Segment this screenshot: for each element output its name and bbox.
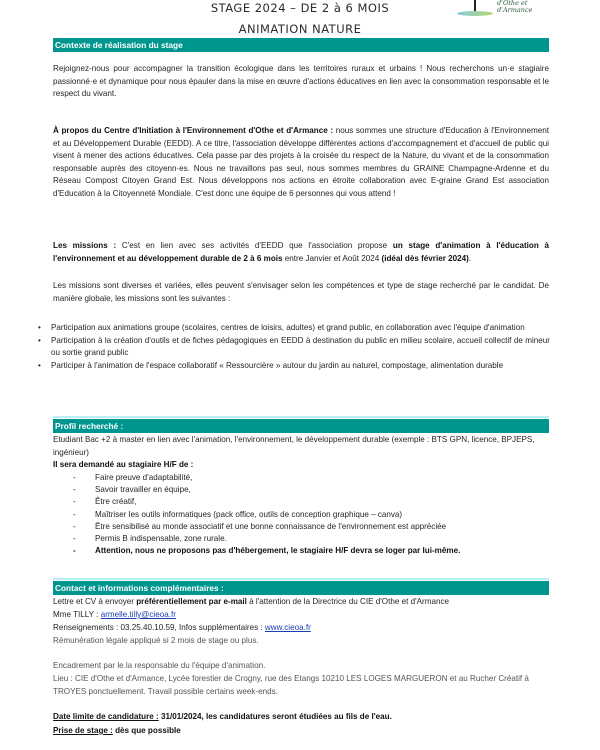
intro-paragraph: Rejoignez-nous pour accompagner la transition écologique dans les territoires ruraux et urbains ! Nous recherchons un·e stagiaire passionné·e et dynamique pour nous épauler dans la mise en œuvre d'actions éducatives en lien avec la consommation responsable et le respect du vivant.	[53, 64, 549, 99]
missions-list	[38, 322, 550, 373]
missions-intro: Les missions sont diverses et variées, elles peuvent s'envisager selon les compétences et type de stage recherché par le candidat. De manière globale, les missions sont les suivantes :	[53, 281, 549, 303]
dash-icon: -	[73, 509, 76, 519]
missions-label: Les missions :	[53, 241, 117, 250]
dash-icon: -	[73, 534, 76, 544]
contact-name-line: Mme TILLY : armelle.tilly@cieoa.fr	[53, 610, 176, 619]
requirements-label: Il sera demandé au stagiaire H/F de :	[53, 460, 194, 469]
list-item: - Savoir travailler en équipe,	[73, 484, 553, 496]
section-heading-profile: Profil recherché :	[53, 419, 549, 433]
list-item: - Maîtriser les outils informatiques (pack office, outils de conception graphique – canva)	[73, 509, 553, 521]
section-divider	[53, 416, 549, 418]
dash-icon: -	[73, 521, 76, 531]
dash-icon: -	[73, 497, 76, 507]
list-item: - Faire preuve d'adaptabilité,	[73, 472, 553, 484]
page-subtitle: ANIMATION NATURE	[238, 22, 362, 36]
logo-text: d'Othe et d'Armance	[497, 0, 533, 14]
bullet-icon: •	[38, 323, 41, 332]
deadline-label: Date limite de candidature :	[53, 712, 159, 721]
website-link[interactable]: www.cieoa.fr	[264, 623, 311, 632]
email-link[interactable]: armelle.tilly@cieoa.fr	[100, 610, 176, 619]
location-text: Lieu : CIE d'Othe et d'Armance, Lycée forestier de Crogny, rue des Etangs 10210 LES LOGES MARGUERON et au Rucher Créatif à TROYES ponctuellement. Travail possible certains week-ends.	[53, 674, 529, 696]
organization-logo	[455, 0, 555, 22]
dash-icon: -	[73, 473, 76, 482]
list-item: - Être créatif,	[73, 496, 553, 508]
bullet-icon: •	[38, 360, 41, 370]
section-heading-contact: Contact et informations complémentaires :	[53, 581, 549, 595]
section-divider	[53, 578, 549, 580]
section-heading-context: Contexte de réalisation du stage	[53, 38, 549, 52]
profile-student: Etudiant Bac +2 à master en lien avec l'animation, l'environnement, le développement durable (exemple : BTS GPN, licence, BPJEPS, ingénieur)	[53, 435, 535, 457]
supervision-text: Encadrement par le.la responsable du l'équipe d'animation.	[53, 661, 266, 670]
remuneration-text: Rémunération légale appliqué si 2 mois de stage ou plus.	[53, 636, 259, 645]
start-line	[53, 725, 549, 738]
dash-icon: -	[73, 546, 76, 556]
logo-ground-shape	[457, 11, 493, 16]
list-item: • Participation aux animations groupe (scolaires, centres de loisirs, adultes) et grand public, en collaboration avec l'équipe d'animation	[38, 322, 550, 334]
start-label: Prise de stage :	[53, 726, 113, 735]
list-item: - Permis B indispensable, zone rurale.	[73, 533, 553, 545]
start-text: dès que possible	[112, 726, 181, 735]
bullet-icon: •	[38, 335, 41, 345]
requirements-list	[73, 472, 553, 557]
page-title: STAGE 2024 – DE 2 à 6 MOIS	[210, 1, 390, 15]
deadline-line	[53, 711, 549, 724]
info-line: Renseignements : 03.25.40.10.59, Infos supplémentaires : www.cieoa.fr	[53, 623, 311, 632]
deadline-text: 31/01/2024, les candidatures seront étudiées au fils de l'eau.	[158, 712, 392, 721]
about-text: nous sommes une structure d'Education à l'Environnement et au Développement Durable (EEDD). A ce titre, l'association développe différentes actions d'accompagnement et d'accueil de public qui visent à mener des actions éducatives. Cela passe par des projets à la croisée du respect de la Nature, du vivant et de la consommation responsable auprès des citoyenn·es. Nous ne travaillons pas seul, nous sommes membres du GRAINE Champagne-Ardenne et du Réseau Compost Citoyen Grand Est. Nous développons nos actions en étroite collaboration avec E-graine Grand Est association d'Education à la Citoyenneté Mondiale. C'est donc une équipe de 6 personnes qui vous attend !	[53, 126, 549, 198]
contact-line: Lettre et CV à envoyer préférentiellement par e-mail à l'attention de la Directrice du CIE d'Othe et d'Armance	[53, 597, 450, 606]
list-item: - Être sensibilisé au monde associatif et une bonne connaissance de l'environnement est appréciée	[73, 521, 553, 533]
missions-paragraph: Les missions : C'est en lien avec ses activités d'EEDD que l'association propose un stage d'animation à l'éducation à l'environnement et au développement durable de 2 à 6 mois entre Janvier et Août 2024 (idéal dès février 2024).	[53, 241, 549, 263]
list-item: • Participer à l'animation de l'espace collaboratif « Ressourcière » autour du jardin au naturel, compostage, alimentation durable	[38, 360, 550, 372]
dash-icon: -	[73, 485, 76, 495]
about-label: À propos du Centre d'Initiation à l'Environnement d'Othe et d'Armance :	[53, 126, 334, 135]
about-paragraph	[53, 125, 549, 201]
list-item: • Participation à la création d'outils et de fiches pédagogiques en EEDD à destination du public en milieu scolaire, accueil collectif de mineur ou sortie grand public	[38, 335, 550, 358]
list-item-warning: - Attention, nous ne proposons pas d'hébergement, le stagiaire H/F devra se loger par lui-même.	[73, 545, 553, 557]
